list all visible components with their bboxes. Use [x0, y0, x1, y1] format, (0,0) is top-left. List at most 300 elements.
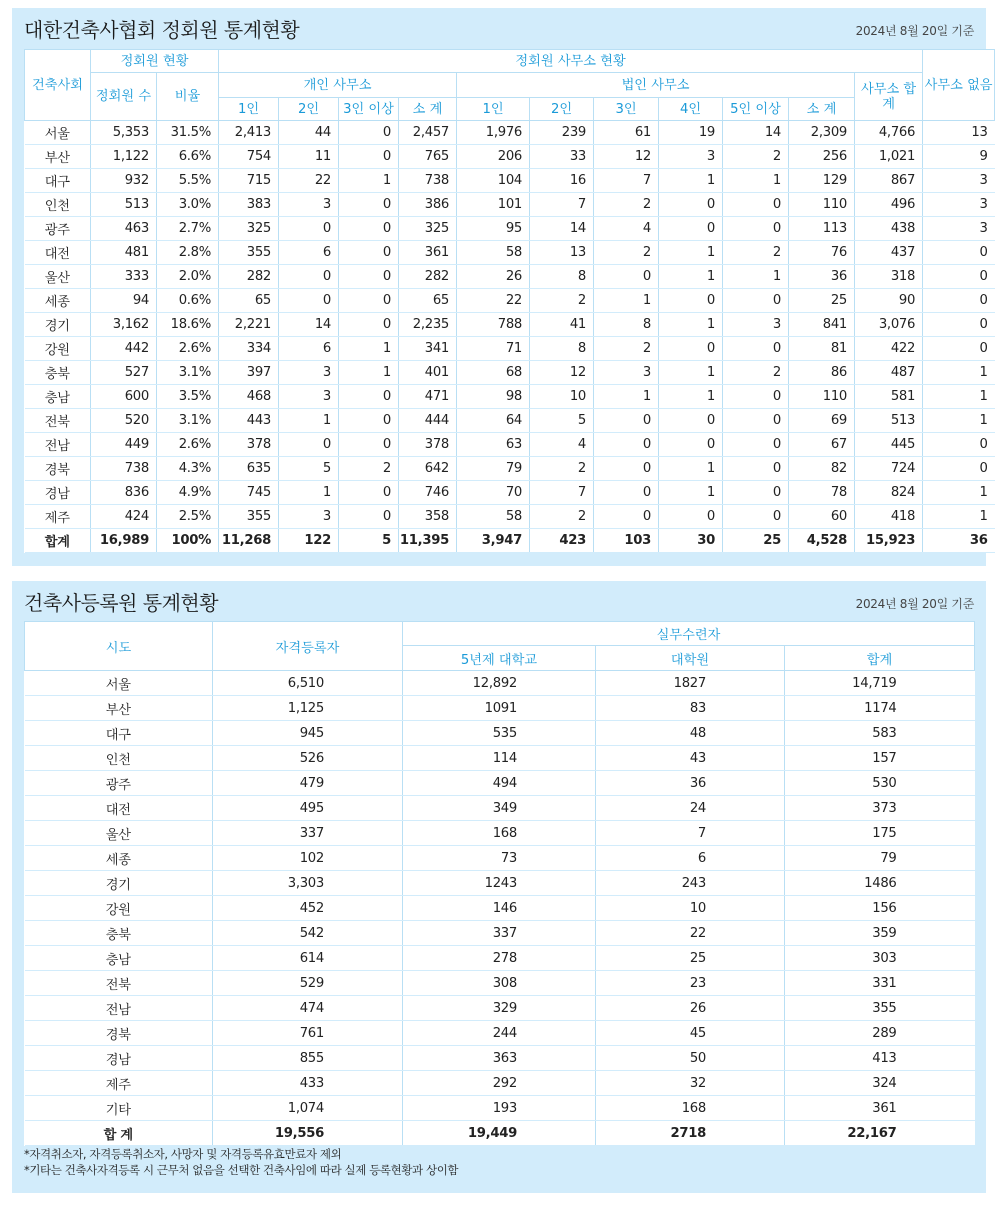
value-cell: 361	[399, 241, 457, 265]
value-cell: 0	[594, 505, 659, 529]
value-cell: 527	[91, 361, 157, 385]
value-cell: 13	[530, 241, 594, 265]
value-cell: 325	[219, 217, 279, 241]
value-cell: 1	[659, 313, 723, 337]
region-cell: 대구	[25, 169, 91, 193]
total-value: 36	[923, 529, 995, 553]
value-cell: 8	[530, 265, 594, 289]
footnote: *기타는 건축사자격등록 시 근무처 없음을 선택한 건축사임에 따라 실제 등록현황과 상이함	[24, 1163, 459, 1177]
value-cell: 1174	[785, 696, 975, 721]
value-cell: 168	[403, 821, 596, 846]
total-value: 3,947	[457, 529, 530, 553]
value-cell: 68	[457, 361, 530, 385]
table-row	[25, 457, 995, 481]
table-row	[25, 313, 995, 337]
value-cell: 2.6%	[157, 337, 219, 361]
value-cell: 738	[399, 169, 457, 193]
value-cell: 1	[339, 337, 399, 361]
value-cell: 1	[659, 457, 723, 481]
value-cell: 1	[594, 289, 659, 313]
value-cell: 303	[785, 946, 975, 971]
value-cell: 468	[219, 385, 279, 409]
value-cell: 324	[785, 1071, 975, 1096]
value-cell: 452	[213, 896, 403, 921]
total-row	[25, 529, 995, 553]
value-cell: 386	[399, 193, 457, 217]
table-row	[25, 145, 995, 169]
value-cell: 43	[596, 746, 785, 771]
table-row	[25, 433, 995, 457]
value-cell: 113	[789, 217, 855, 241]
value-cell: 129	[789, 169, 855, 193]
region-cell: 충북	[25, 361, 91, 385]
value-cell: 0	[659, 337, 723, 361]
table-row	[25, 946, 975, 971]
header-subcolumn: 소 계	[399, 98, 457, 121]
value-cell: 0	[659, 217, 723, 241]
header-subcolumn: 2인	[530, 98, 594, 121]
value-cell: 5.5%	[157, 169, 219, 193]
value-cell: 2	[530, 289, 594, 313]
table-row	[25, 505, 995, 529]
value-cell: 83	[596, 696, 785, 721]
total-value: 4,528	[789, 529, 855, 553]
value-cell: 5	[530, 409, 594, 433]
table-row	[25, 921, 975, 946]
value-cell: 0.6%	[157, 289, 219, 313]
total-value: 19,449	[403, 1121, 596, 1146]
value-cell: 6.6%	[157, 145, 219, 169]
region-cell: 광주	[25, 771, 213, 796]
value-cell: 14	[279, 313, 339, 337]
value-cell: 945	[213, 721, 403, 746]
total-value: 22,167	[785, 1121, 975, 1146]
value-cell: 41	[530, 313, 594, 337]
value-cell: 282	[219, 265, 279, 289]
header-member-status: 정회원 현황	[91, 50, 219, 73]
table-row	[25, 896, 975, 921]
value-cell: 0	[339, 409, 399, 433]
value-cell: 0	[279, 217, 339, 241]
value-cell: 14,719	[785, 671, 975, 696]
value-cell: 26	[596, 996, 785, 1021]
value-cell: 175	[785, 821, 975, 846]
value-cell: 355	[219, 241, 279, 265]
value-cell: 0	[339, 265, 399, 289]
total-row	[25, 1121, 975, 1146]
header-grad: 대학원	[596, 646, 785, 671]
value-cell: 0	[659, 289, 723, 313]
value-cell: 1	[659, 241, 723, 265]
value-cell: 3,303	[213, 871, 403, 896]
value-cell: 581	[855, 385, 923, 409]
value-cell: 6	[596, 846, 785, 871]
region-cell: 인천	[25, 193, 91, 217]
value-cell: 855	[213, 1046, 403, 1071]
total-value: 30	[659, 529, 723, 553]
value-cell: 256	[789, 145, 855, 169]
total-value: 11,268	[219, 529, 279, 553]
table-row	[25, 409, 995, 433]
value-cell: 355	[219, 505, 279, 529]
value-cell: 289	[785, 1021, 975, 1046]
value-cell: 58	[457, 241, 530, 265]
value-cell: 3.1%	[157, 361, 219, 385]
value-cell: 1	[339, 361, 399, 385]
value-cell: 69	[789, 409, 855, 433]
value-cell: 5	[279, 457, 339, 481]
region-cell: 경남	[25, 1046, 213, 1071]
value-cell: 3	[923, 193, 995, 217]
value-cell: 0	[279, 289, 339, 313]
table-row	[25, 821, 975, 846]
value-cell: 110	[789, 385, 855, 409]
value-cell: 0	[923, 313, 995, 337]
value-cell: 0	[339, 433, 399, 457]
value-cell: 0	[923, 265, 995, 289]
value-cell: 278	[403, 946, 596, 971]
value-cell: 104	[457, 169, 530, 193]
region-cell: 충북	[25, 921, 213, 946]
member-stats-date: 2024년 8월 20일 기준	[855, 24, 974, 38]
value-cell: 3.5%	[157, 385, 219, 409]
value-cell: 0	[723, 409, 789, 433]
value-cell: 433	[213, 1071, 403, 1096]
region-cell: 전북	[25, 409, 91, 433]
value-cell: 3	[659, 145, 723, 169]
value-cell: 325	[399, 217, 457, 241]
value-cell: 0	[594, 433, 659, 457]
value-cell: 1,976	[457, 121, 530, 145]
table-row	[25, 193, 995, 217]
value-cell: 642	[399, 457, 457, 481]
value-cell: 10	[596, 896, 785, 921]
value-cell: 48	[596, 721, 785, 746]
value-cell: 25	[789, 289, 855, 313]
value-cell: 3	[594, 361, 659, 385]
table-row	[25, 771, 975, 796]
value-cell: 10	[530, 385, 594, 409]
member-stats-panel	[12, 8, 993, 566]
value-cell: 1,021	[855, 145, 923, 169]
value-cell: 471	[399, 385, 457, 409]
table-row	[25, 1046, 975, 1071]
value-cell: 110	[789, 193, 855, 217]
value-cell: 4.3%	[157, 457, 219, 481]
value-cell: 422	[855, 337, 923, 361]
value-cell: 5,353	[91, 121, 157, 145]
value-cell: 3,162	[91, 313, 157, 337]
table-row	[25, 871, 975, 896]
table-row	[25, 289, 995, 313]
total-label: 합계	[25, 529, 91, 553]
region-cell: 부산	[25, 145, 91, 169]
footnote: *자격취소자, 자격등록취소자, 사망자 및 자격등록유효만료자 제외	[24, 1147, 342, 1161]
value-cell: 1091	[403, 696, 596, 721]
value-cell: 0	[339, 241, 399, 265]
value-cell: 841	[789, 313, 855, 337]
header-ratio: 비율	[157, 73, 219, 121]
value-cell: 2,309	[789, 121, 855, 145]
header-subcolumn: 2인	[279, 98, 339, 121]
value-cell: 0	[339, 313, 399, 337]
header-sum: 합계	[785, 646, 975, 671]
value-cell: 378	[399, 433, 457, 457]
value-cell: 444	[399, 409, 457, 433]
total-value: 19,556	[213, 1121, 403, 1146]
value-cell: 8	[594, 313, 659, 337]
region-cell: 세종	[25, 289, 91, 313]
header-office-status: 정회원 사무소 현황	[219, 50, 923, 73]
value-cell: 79	[785, 846, 975, 871]
value-cell: 6,510	[213, 671, 403, 696]
value-cell: 1,122	[91, 145, 157, 169]
value-cell: 1	[923, 361, 995, 385]
value-cell: 4,766	[855, 121, 923, 145]
value-cell: 496	[855, 193, 923, 217]
total-value: 103	[594, 529, 659, 553]
region-cell: 경북	[25, 457, 91, 481]
value-cell: 1243	[403, 871, 596, 896]
value-cell: 442	[91, 337, 157, 361]
region-cell: 광주	[25, 217, 91, 241]
value-cell: 2	[594, 193, 659, 217]
value-cell: 355	[785, 996, 975, 1021]
value-cell: 86	[789, 361, 855, 385]
value-cell: 50	[596, 1046, 785, 1071]
value-cell: 12,892	[403, 671, 596, 696]
value-cell: 65	[399, 289, 457, 313]
value-cell: 71	[457, 337, 530, 361]
value-cell: 337	[403, 921, 596, 946]
value-cell: 513	[855, 409, 923, 433]
value-cell: 542	[213, 921, 403, 946]
value-cell: 308	[403, 971, 596, 996]
value-cell: 95	[457, 217, 530, 241]
table-row	[25, 1096, 975, 1121]
value-cell: 7	[530, 193, 594, 217]
value-cell: 495	[213, 796, 403, 821]
value-cell: 329	[403, 996, 596, 1021]
value-cell: 600	[91, 385, 157, 409]
region-cell: 울산	[25, 265, 91, 289]
value-cell: 1	[923, 409, 995, 433]
value-cell: 746	[399, 481, 457, 505]
region-cell: 대구	[25, 721, 213, 746]
value-cell: 1	[659, 385, 723, 409]
value-cell: 13	[923, 121, 995, 145]
region-cell: 충남	[25, 385, 91, 409]
header-no-office: 사무소 없음	[923, 50, 995, 121]
value-cell: 0	[279, 433, 339, 457]
total-value: 2718	[596, 1121, 785, 1146]
value-cell: 0	[723, 217, 789, 241]
value-cell: 23	[596, 971, 785, 996]
value-cell: 520	[91, 409, 157, 433]
value-cell: 1,074	[213, 1096, 403, 1121]
region-cell: 경기	[25, 871, 213, 896]
value-cell: 2	[339, 457, 399, 481]
value-cell: 67	[789, 433, 855, 457]
value-cell: 63	[457, 433, 530, 457]
value-cell: 0	[659, 193, 723, 217]
table-row	[25, 696, 975, 721]
region-cell: 제주	[25, 1071, 213, 1096]
value-cell: 0	[659, 409, 723, 433]
total-value: 16,989	[91, 529, 157, 553]
header-registered: 자격등록자	[213, 622, 403, 671]
region-cell: 대전	[25, 241, 91, 265]
value-cell: 635	[219, 457, 279, 481]
value-cell: 168	[596, 1096, 785, 1121]
table-row	[25, 971, 975, 996]
value-cell: 474	[213, 996, 403, 1021]
member-stats-title: 대한건축사협회 정회원 통계현황	[24, 18, 300, 42]
value-cell: 193	[403, 1096, 596, 1121]
value-cell: 0	[339, 217, 399, 241]
value-cell: 156	[785, 896, 975, 921]
value-cell: 3	[923, 217, 995, 241]
value-cell: 2,221	[219, 313, 279, 337]
value-cell: 445	[855, 433, 923, 457]
table-row	[25, 481, 995, 505]
total-value: 122	[279, 529, 339, 553]
header-subcolumn: 1인	[219, 98, 279, 121]
value-cell: 2	[530, 457, 594, 481]
value-cell: 3	[923, 169, 995, 193]
value-cell: 1827	[596, 671, 785, 696]
value-cell: 2.0%	[157, 265, 219, 289]
table-row	[25, 1071, 975, 1096]
region-cell: 서울	[25, 121, 91, 145]
total-value: 5	[339, 529, 399, 553]
value-cell: 61	[594, 121, 659, 145]
value-cell: 1,125	[213, 696, 403, 721]
value-cell: 1	[923, 481, 995, 505]
registry-stats-panel	[12, 581, 986, 1193]
value-cell: 3	[279, 385, 339, 409]
value-cell: 282	[399, 265, 457, 289]
value-cell: 7	[596, 821, 785, 846]
value-cell: 2.6%	[157, 433, 219, 457]
table-row	[25, 746, 975, 771]
value-cell: 14	[723, 121, 789, 145]
value-cell: 26	[457, 265, 530, 289]
value-cell: 0	[339, 505, 399, 529]
value-cell: 90	[855, 289, 923, 313]
value-cell: 761	[213, 1021, 403, 1046]
table-row	[25, 671, 975, 696]
region-cell: 서울	[25, 671, 213, 696]
value-cell: 526	[213, 746, 403, 771]
value-cell: 318	[855, 265, 923, 289]
value-cell: 361	[785, 1096, 975, 1121]
value-cell: 82	[789, 457, 855, 481]
value-cell: 334	[219, 337, 279, 361]
table-row	[25, 265, 995, 289]
value-cell: 206	[457, 145, 530, 169]
value-cell: 6	[279, 241, 339, 265]
value-cell: 418	[855, 505, 923, 529]
value-cell: 1	[279, 481, 339, 505]
value-cell: 479	[213, 771, 403, 796]
value-cell: 333	[91, 265, 157, 289]
member-stats-table	[24, 49, 995, 553]
value-cell: 79	[457, 457, 530, 481]
region-cell: 울산	[25, 821, 213, 846]
value-cell: 157	[785, 746, 975, 771]
value-cell: 0	[723, 337, 789, 361]
value-cell: 3,076	[855, 313, 923, 337]
value-cell: 1	[659, 361, 723, 385]
value-cell: 337	[213, 821, 403, 846]
region-cell: 세종	[25, 846, 213, 871]
value-cell: 1	[594, 385, 659, 409]
value-cell: 1	[923, 385, 995, 409]
region-cell: 부산	[25, 696, 213, 721]
value-cell: 438	[855, 217, 923, 241]
header-subcolumn: 3인	[594, 98, 659, 121]
value-cell: 754	[219, 145, 279, 169]
region-cell: 강원	[25, 896, 213, 921]
value-cell: 60	[789, 505, 855, 529]
value-cell: 6	[279, 337, 339, 361]
value-cell: 867	[855, 169, 923, 193]
value-cell: 70	[457, 481, 530, 505]
value-cell: 45	[596, 1021, 785, 1046]
value-cell: 449	[91, 433, 157, 457]
value-cell: 16	[530, 169, 594, 193]
value-cell: 22	[596, 921, 785, 946]
total-value: 11,395	[399, 529, 457, 553]
value-cell: 24	[596, 796, 785, 821]
table-row	[25, 846, 975, 871]
value-cell: 715	[219, 169, 279, 193]
value-cell: 94	[91, 289, 157, 313]
value-cell: 1486	[785, 871, 975, 896]
table-row	[25, 361, 995, 385]
value-cell: 401	[399, 361, 457, 385]
region-cell: 전남	[25, 433, 91, 457]
value-cell: 3.1%	[157, 409, 219, 433]
table-row	[25, 241, 995, 265]
value-cell: 0	[723, 481, 789, 505]
value-cell: 101	[457, 193, 530, 217]
value-cell: 3.0%	[157, 193, 219, 217]
value-cell: 11	[279, 145, 339, 169]
value-cell: 98	[457, 385, 530, 409]
value-cell: 738	[91, 457, 157, 481]
value-cell: 1	[279, 409, 339, 433]
value-cell: 1	[723, 169, 789, 193]
value-cell: 2	[594, 241, 659, 265]
value-cell: 437	[855, 241, 923, 265]
registry-stats-title: 건축사등록원 통계현황	[24, 591, 219, 615]
value-cell: 614	[213, 946, 403, 971]
header-subcolumn: 4인	[659, 98, 723, 121]
value-cell: 36	[596, 771, 785, 796]
total-label: 합 계	[25, 1121, 213, 1146]
value-cell: 1	[659, 481, 723, 505]
value-cell: 1	[659, 265, 723, 289]
value-cell: 0	[723, 193, 789, 217]
value-cell: 824	[855, 481, 923, 505]
value-cell: 413	[785, 1046, 975, 1071]
region-cell: 인천	[25, 746, 213, 771]
value-cell: 0	[659, 505, 723, 529]
value-cell: 3	[279, 361, 339, 385]
total-value: 100%	[157, 529, 219, 553]
